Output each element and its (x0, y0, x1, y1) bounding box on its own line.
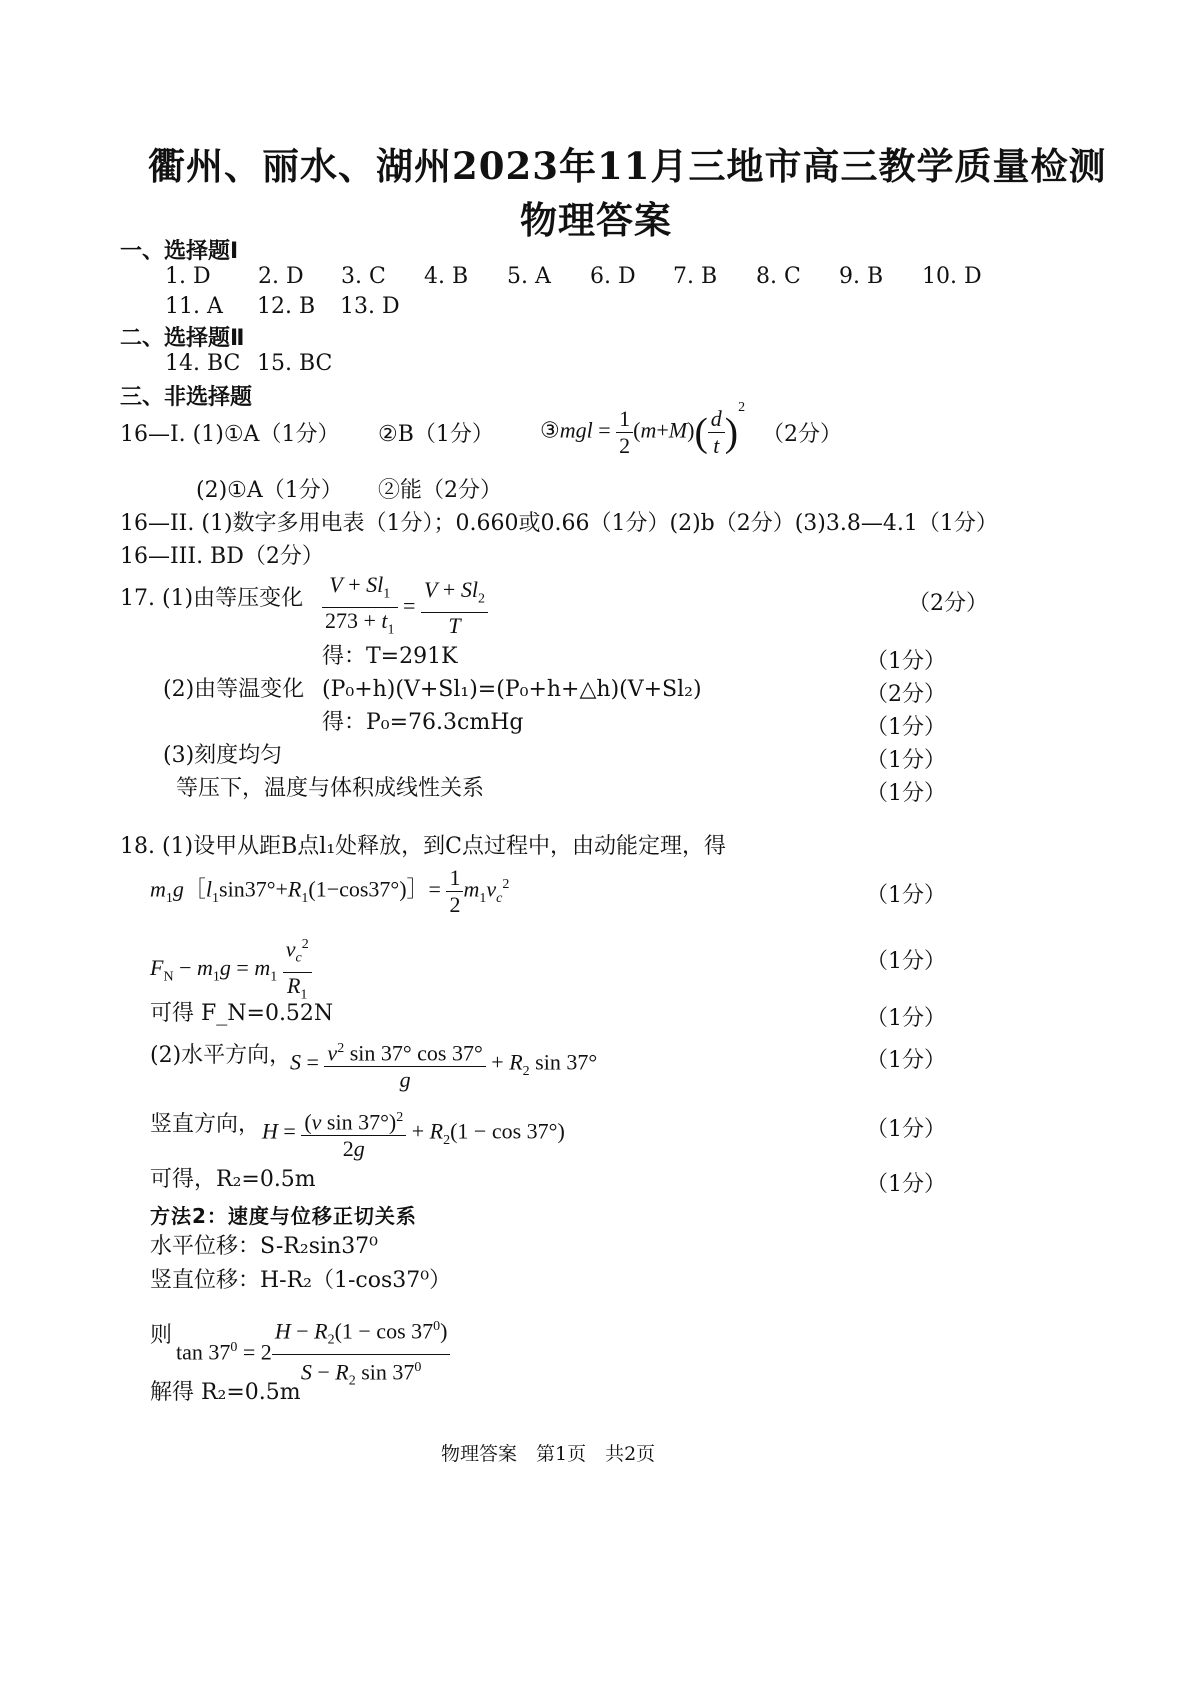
q18-3: 可得 F_N=0.52N (150, 1001, 334, 1026)
q16-ii: 16—II. (1)数字多用电表（1分）；0.660或0.66（1分）(2)b（2分）(3)3.8—4.1（1分） (120, 511, 998, 536)
q18-vertical-formula: H = $\frac{(v \sin 37^\circ)^2}{2g}$ + $R_2(1 - \cos 37^\circ)$ (262, 1105, 565, 1162)
q18-6-score: （1分） (866, 1172, 946, 1197)
tangent-formula: $\tan 37^0 = 2$ $\frac{H - R_2(1 - \cos 37^0)}{S - R_2 \sin 37^0}$ (176, 1314, 450, 1394)
q16-i-1b: ②B（1分） (378, 422, 494, 447)
q18-horizontal-formula: S = $\frac{v^2 \sin 37^\circ \cos 37^\circ}{g}$ + $R_2$ sin 37° (290, 1036, 597, 1093)
section-mc2: 二、选择题Ⅱ (120, 326, 245, 351)
q17-3a: (2)由等温变化 (163, 677, 305, 702)
horizontal-displacement: 水平位移：S-R₂sin37⁰ (150, 1234, 379, 1259)
q18-2-score: （1分） (866, 949, 946, 974)
then-label: 则 (150, 1323, 173, 1348)
answer-3: 3. C (341, 264, 386, 289)
q18-energy-formula: $m_1g[l_1\sin 37^\circ+R_1(1-\cos 37^\circ)]=$ $\frac{1}{2}$ $m_1v_c^2$ (150, 865, 510, 917)
section-mc1: 一、选择题Ⅰ (120, 239, 239, 264)
q17-6-score: （1分） (866, 781, 946, 806)
answer-9: 9. B (839, 264, 884, 289)
answer-5: 5. A (507, 264, 551, 289)
q18-6: 可得，R₂=0.5m (150, 1167, 316, 1192)
q17-5-score: （1分） (866, 748, 946, 773)
q16-i-2b: ②能（2分） (378, 478, 502, 503)
q17-1-formula: $\frac{V + Sl_1}{273 + t_1}$ = $\frac{V + Sl_2}{T}$ (322, 572, 488, 644)
page-subtitle: 物理答案 (520, 198, 672, 242)
solve-result: 解得 R₂=0.5m (150, 1380, 301, 1405)
answer-12: 12. B (257, 294, 316, 319)
q17-3b: (P₀+h)(V+Sl₁)=(P₀+h+△h)(V+Sl₂) (322, 677, 702, 702)
answer-1: 1. D (165, 264, 211, 289)
q18-5: 竖直方向， (150, 1112, 261, 1137)
q17-5: (3)刻度均匀 (163, 743, 283, 768)
answer-10: 10. D (922, 264, 982, 289)
q18-3-score: （1分） (866, 1006, 946, 1031)
q17-2: 得：T=291K (322, 644, 458, 669)
q17-2-score: （1分） (866, 649, 946, 674)
answer-4: 4. B (424, 264, 469, 289)
vertical-displacement: 竖直位移：H-R₂（1-cos37⁰） (150, 1268, 452, 1293)
q16-i-1c-score: （2分） (762, 422, 842, 447)
q17-1: 17. (1)由等压变化 (120, 586, 304, 611)
q16-i-1c-formula: ③mgl = $\frac{1}{2}$ (m+M)( $\frac{d}{t}$ )$^2$ (540, 400, 746, 458)
answer-2: 2. D (258, 264, 304, 289)
page-footer: 物理答案 第1页 共2页 (441, 1443, 656, 1465)
page-title: 衢州、丽水、湖州2023年11月三地市高三教学质量检测 (148, 144, 1107, 188)
q18-5-score: （1分） (866, 1117, 946, 1142)
q18-4-score: （1分） (866, 1048, 946, 1073)
q16-i-1a: 16—I. (1)①A（1分） (120, 422, 340, 447)
q17-4-score: （1分） (866, 715, 946, 740)
answer-11: 11. A (165, 294, 223, 319)
answer-7: 7. B (673, 264, 718, 289)
q16-iii: 16—III. BD（2分） (120, 544, 324, 569)
mc1-row2 (165, 294, 400, 320)
q18-1: 18. (1)设甲从距B点l₁处释放，到C点过程中，由动能定理，得 (120, 834, 727, 859)
q18-force-formula: $F_N - m_1g = m_1$ $\frac{v_c^2}{R_1}$ (150, 932, 312, 1008)
q17-3-score: （2分） (866, 682, 946, 707)
q17-1-score: （2分） (908, 591, 988, 616)
q17-4: 得：P₀=76.3cmHg (322, 710, 524, 735)
section-non-mc: 三、非选择题 (120, 385, 253, 410)
mc1-row1 (165, 264, 982, 290)
q17-6: 等压下，温度与体积成线性关系 (176, 776, 485, 801)
mc2-row (165, 351, 332, 377)
q18-4: (2)水平方向， (150, 1043, 292, 1068)
answer-8: 8. C (756, 264, 801, 289)
answer-14: 14. BC (165, 351, 241, 376)
q18-1-score: （1分） (866, 883, 946, 908)
answer-13: 13. D (340, 294, 400, 319)
method-2-heading: 方法2：速度与位移正切关系 (150, 1204, 417, 1228)
q16-i-2a: (2)①A（1分） (196, 478, 343, 503)
answer-15: 15. BC (257, 351, 333, 376)
answer-6: 6. D (590, 264, 636, 289)
q16-i-1c-marker: ③ (540, 417, 560, 443)
